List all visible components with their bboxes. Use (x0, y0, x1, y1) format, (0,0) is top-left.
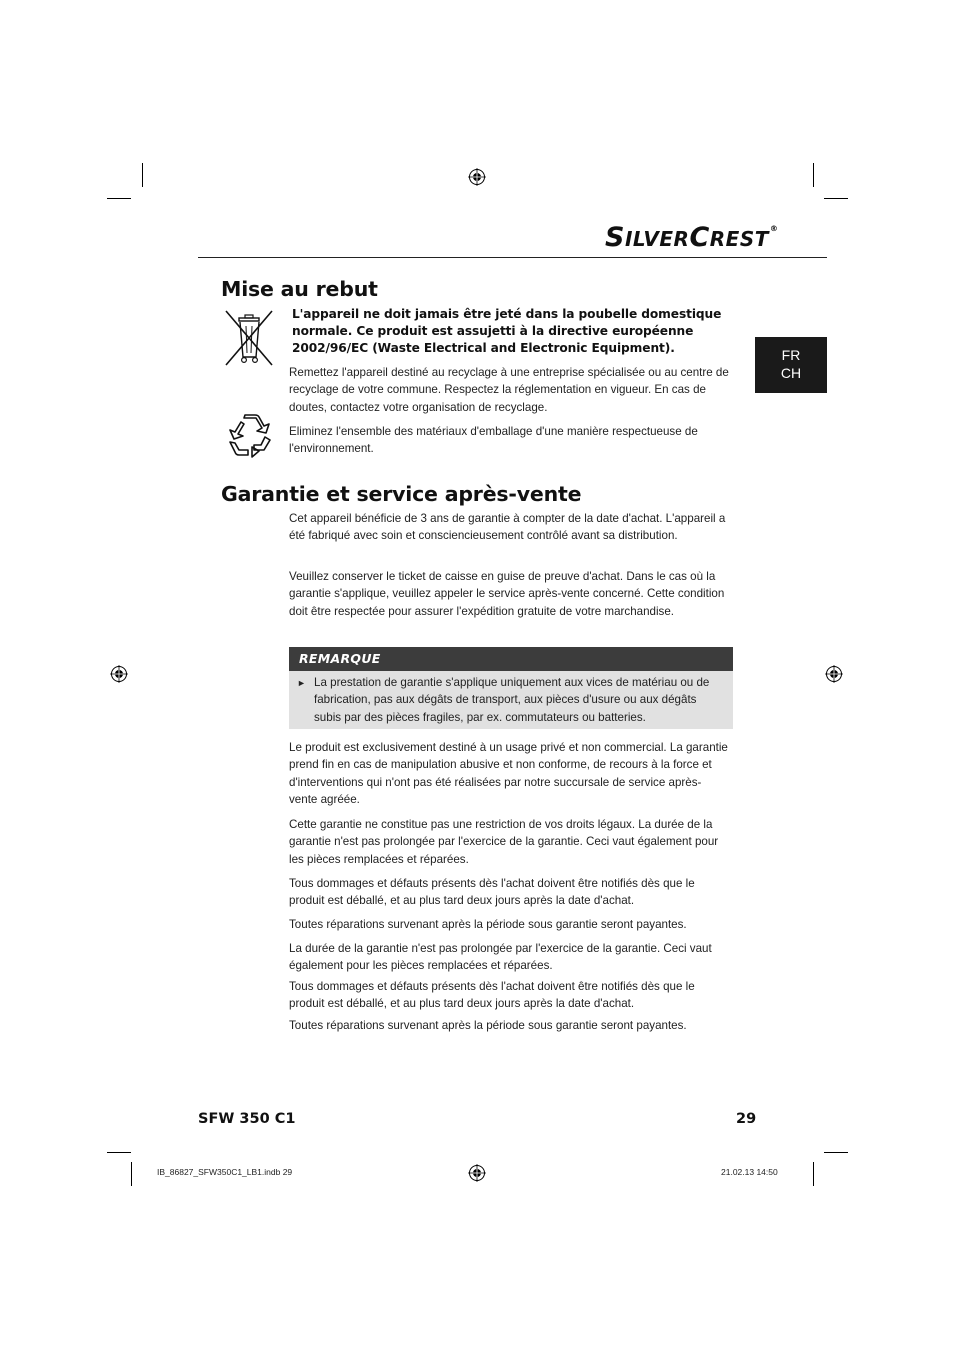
warranty-paragraph: Veuillez conserver le ticket de caisse en guise de preuve d'achat. Dans le cas où la garantie s'applique, veuillez appeler le service après-vente concerné. Cette condition doit être respectée pour assurer l'expédition gratuite de votre marchandise. (289, 570, 725, 618)
warranty-paragraph: Cette garantie ne constitue pas une restriction de vos droits légaux. La durée de la garantie n'est pas prolongée par l'exercice de la garantie. Ceci vaut également pour les pièces remplacées et réparées. (289, 818, 719, 866)
disposal-heading: Mise au rebut (221, 277, 378, 301)
crop-mark (131, 1162, 132, 1186)
brand-logo: SILVERCREST® (605, 222, 779, 253)
note-text: La prestation de garantie s'applique uniquement aux vices de matériau ou de fabrication, pas aux dégâts de transport, aux pièces d'usure ou aux dégâts subis par des pièces fragiles, par ex. commutateurs ou batteries. (314, 676, 710, 724)
print-slug-file: IB_86827_SFW350C1_LB1.indb 29 (157, 1167, 293, 1177)
registration-mark-icon (468, 1164, 486, 1182)
language-code-ch: CH (780, 365, 802, 381)
warranty-paragraph: Toutes réparations survenant après la période sous garantie seront payantes. (289, 918, 687, 931)
packaging-paragraph: Eliminez l'ensemble des matériaux d'emballage d'une manière respectueuse de l'environnement. (289, 425, 698, 456)
note-box (289, 671, 733, 729)
note-header (289, 647, 733, 671)
crossed-bin-icon (224, 309, 274, 367)
crop-mark (813, 163, 814, 187)
language-tab (755, 337, 827, 393)
page-number: 29 (736, 1111, 757, 1127)
crop-mark (107, 198, 131, 199)
print-slug-date: 21.02.13 14:50 (721, 1167, 778, 1177)
bullet-arrow-icon: ► (297, 678, 306, 688)
warranty-paragraph: Le produit est exclusivement destiné à un usage privé et non commercial. La garantie prend fin en cas de manipulation abusive et non conforme, de recours à la force et d'interventions qui n'ont pas été réalisées par notre succursale de service après-vente agréée. (289, 741, 728, 807)
crop-mark (824, 1152, 848, 1153)
warranty-paragraph: Cet appareil bénéficie de 3 ans de garantie à compter de la date d'achat. L'appareil a été fabriqué avec soin et consciencieusement contrôlé avant sa distribution. (289, 512, 726, 543)
registration-mark-icon (468, 168, 486, 186)
model-number: SFW 350 C1 (198, 1111, 296, 1127)
registration-mark-icon (825, 665, 843, 683)
warranty-paragraph: Tous dommages et défauts présents dès l'achat doivent être notifiés dès que le produit est déballé, et au plus tard deux jours après la date d'achat. (289, 877, 695, 908)
language-code-fr: FR (781, 347, 801, 363)
header-rule (198, 257, 827, 258)
crop-mark (142, 163, 143, 187)
crop-mark (107, 1152, 131, 1153)
warranty-paragraph: Tous dommages et défauts présents dès l'achat doivent être notifiés dès que le produit est déballé, et au plus tard deux jours après la date d'achat. (289, 980, 695, 1011)
warranty-paragraph: La durée de la garantie n'est pas prolongée par l'exercice de la garantie. Ceci vaut également pour les pièces remplacées et réparées. (289, 942, 712, 973)
warranty-heading: Garantie et service après-vente (221, 482, 582, 506)
recycling-icon (226, 414, 274, 458)
crop-mark (813, 1162, 814, 1186)
registration-mark-icon (110, 665, 128, 683)
warranty-paragraph: Toutes réparations survenant après la période sous garantie seront payantes. (289, 1019, 687, 1032)
crop-mark (824, 198, 848, 199)
disposal-warning: L'appareil ne doit jamais être jeté dans la poubelle domestique normale. Ce produit est assujetti à la directive européenne 2002/96/EC (Waste Electrical and Electronic Equipment). (292, 307, 722, 356)
note-title: REMARQUE (299, 651, 381, 666)
disposal-paragraph: Remettez l'appareil destiné au recyclage à une entreprise spécialisée ou au centre de recyclage de votre commune. Respectez la réglementation en vigueur. En cas de doutes, contactez votre organisation de recyclage. (289, 366, 729, 414)
